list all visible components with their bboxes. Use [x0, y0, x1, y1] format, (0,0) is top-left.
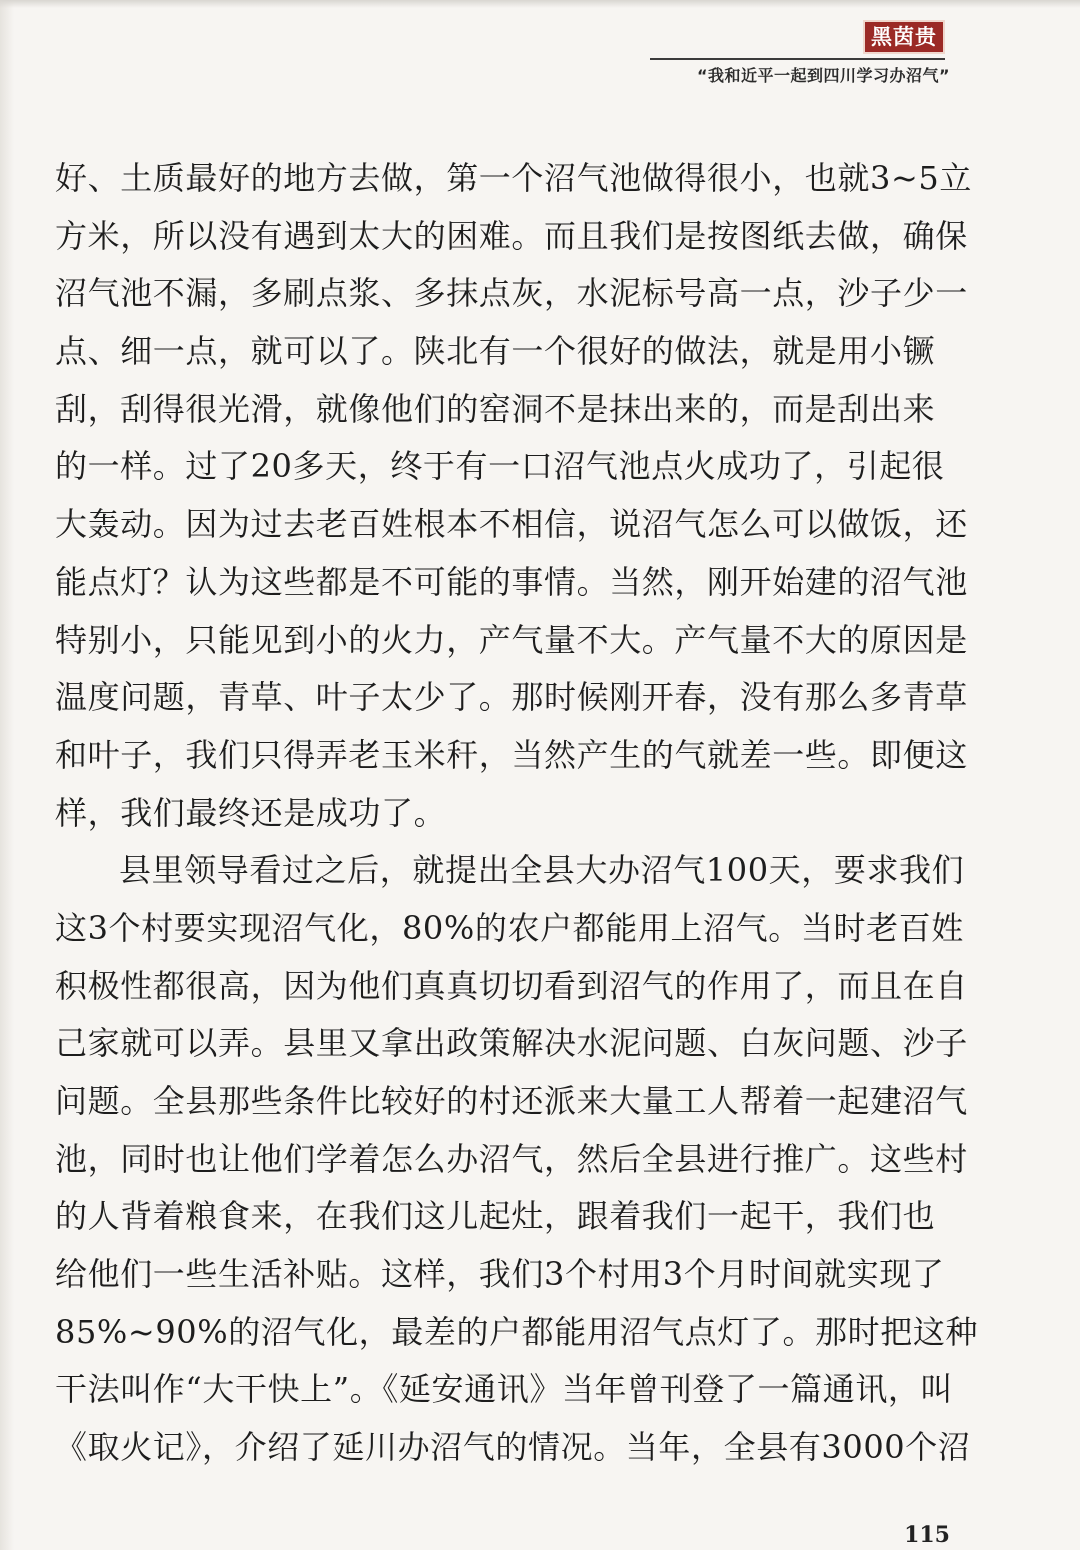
text-line: 给他们一些生活补贴。这样，我们3个村用3个月时间就实现了	[55, 1255, 945, 1294]
text-line: 问题。全县那些条件比较好的村还派来大量工人帮着一起建沼气	[55, 1082, 968, 1120]
text-line: 干法叫作“大干快上”。《延安通讯》当年曾刊登了一篇通讯，叫	[55, 1370, 954, 1409]
text-line: 刮，刮得很光滑，就像他们的窑洞不是抹出来的，而是刮出来	[55, 389, 936, 428]
text-line: 池，同时也让他们学着怎么办沼气，然后全县进行推广。这些村	[55, 1139, 968, 1178]
binding-shadow	[0, 0, 14, 1550]
text-line: 这3个村要实现沼气化，80%的农户都能用上沼气。当时老百姓	[55, 908, 964, 947]
body-text	[55, 150, 979, 1477]
text-line: 大轰动。因为过去老百姓根本不相信，说沼气怎么可以做饭，还	[55, 505, 968, 544]
header-badge: 黑茵贵	[863, 20, 945, 54]
running-header	[0, 0, 1080, 100]
text-line: 点、细一点，就可以了。陕北有一个很好的做法，就是用小镢	[55, 332, 936, 371]
paragraph-start-line: 县里领导看过之后，就提出全县大办沼气100天，要求我们	[119, 851, 965, 890]
text-line: 好、土质最好的地方去做，第一个沼气池做得很小，也就3~5立	[55, 159, 972, 197]
text-line: 方米，所以没有遇到太大的困难。而且我们是按图纸去做，确保	[55, 216, 968, 255]
text-line: 己家就可以弄。县里又拿出政策解决水泥问题、白灰问题、沙子	[55, 1024, 968, 1063]
header-title: “我和近平一起到四川学习办沼气”	[696, 66, 950, 85]
text-line: 积极性都很高，因为他们真真切切看到沼气的作用了，而且在自	[55, 966, 968, 1005]
text-line: 和叶子，我们只得弄老玉米秆，当然产生的气就差一些。即便这	[55, 735, 968, 774]
text-line: 《取火记》，介绍了延川办沼气的情况。当年，全县有3000个沼	[55, 1428, 971, 1467]
text-line: 的一样。过了20多天，终于有一口沼气池点火成功了，引起很	[55, 447, 945, 486]
text-line: 温度问题，青草、叶子太少了。那时候刚开春，没有那么多青草	[55, 678, 968, 717]
text-line: 85%~90%的沼气化，最差的户都能用沼气点灯了。那时把这种	[55, 1312, 979, 1351]
text-line: 特别小，只能见到小的火力，产气量不大。产气量不大的原因是	[55, 620, 968, 659]
text-line: 沼气池不漏，多刷点浆、多抹点灰，水泥标号高一点，沙子少一	[55, 274, 968, 313]
text-line: 的人背着粮食来，在我们这儿起灶，跟着我们一起干，我们也	[55, 1197, 936, 1236]
text-line: 样，我们最终还是成功了。	[55, 793, 447, 832]
header-rule	[650, 58, 945, 60]
text-line: 能点灯？认为这些都是不可能的事情。当然，刚开始建的沼气池	[55, 562, 968, 601]
page-number: 115	[904, 1522, 950, 1548]
